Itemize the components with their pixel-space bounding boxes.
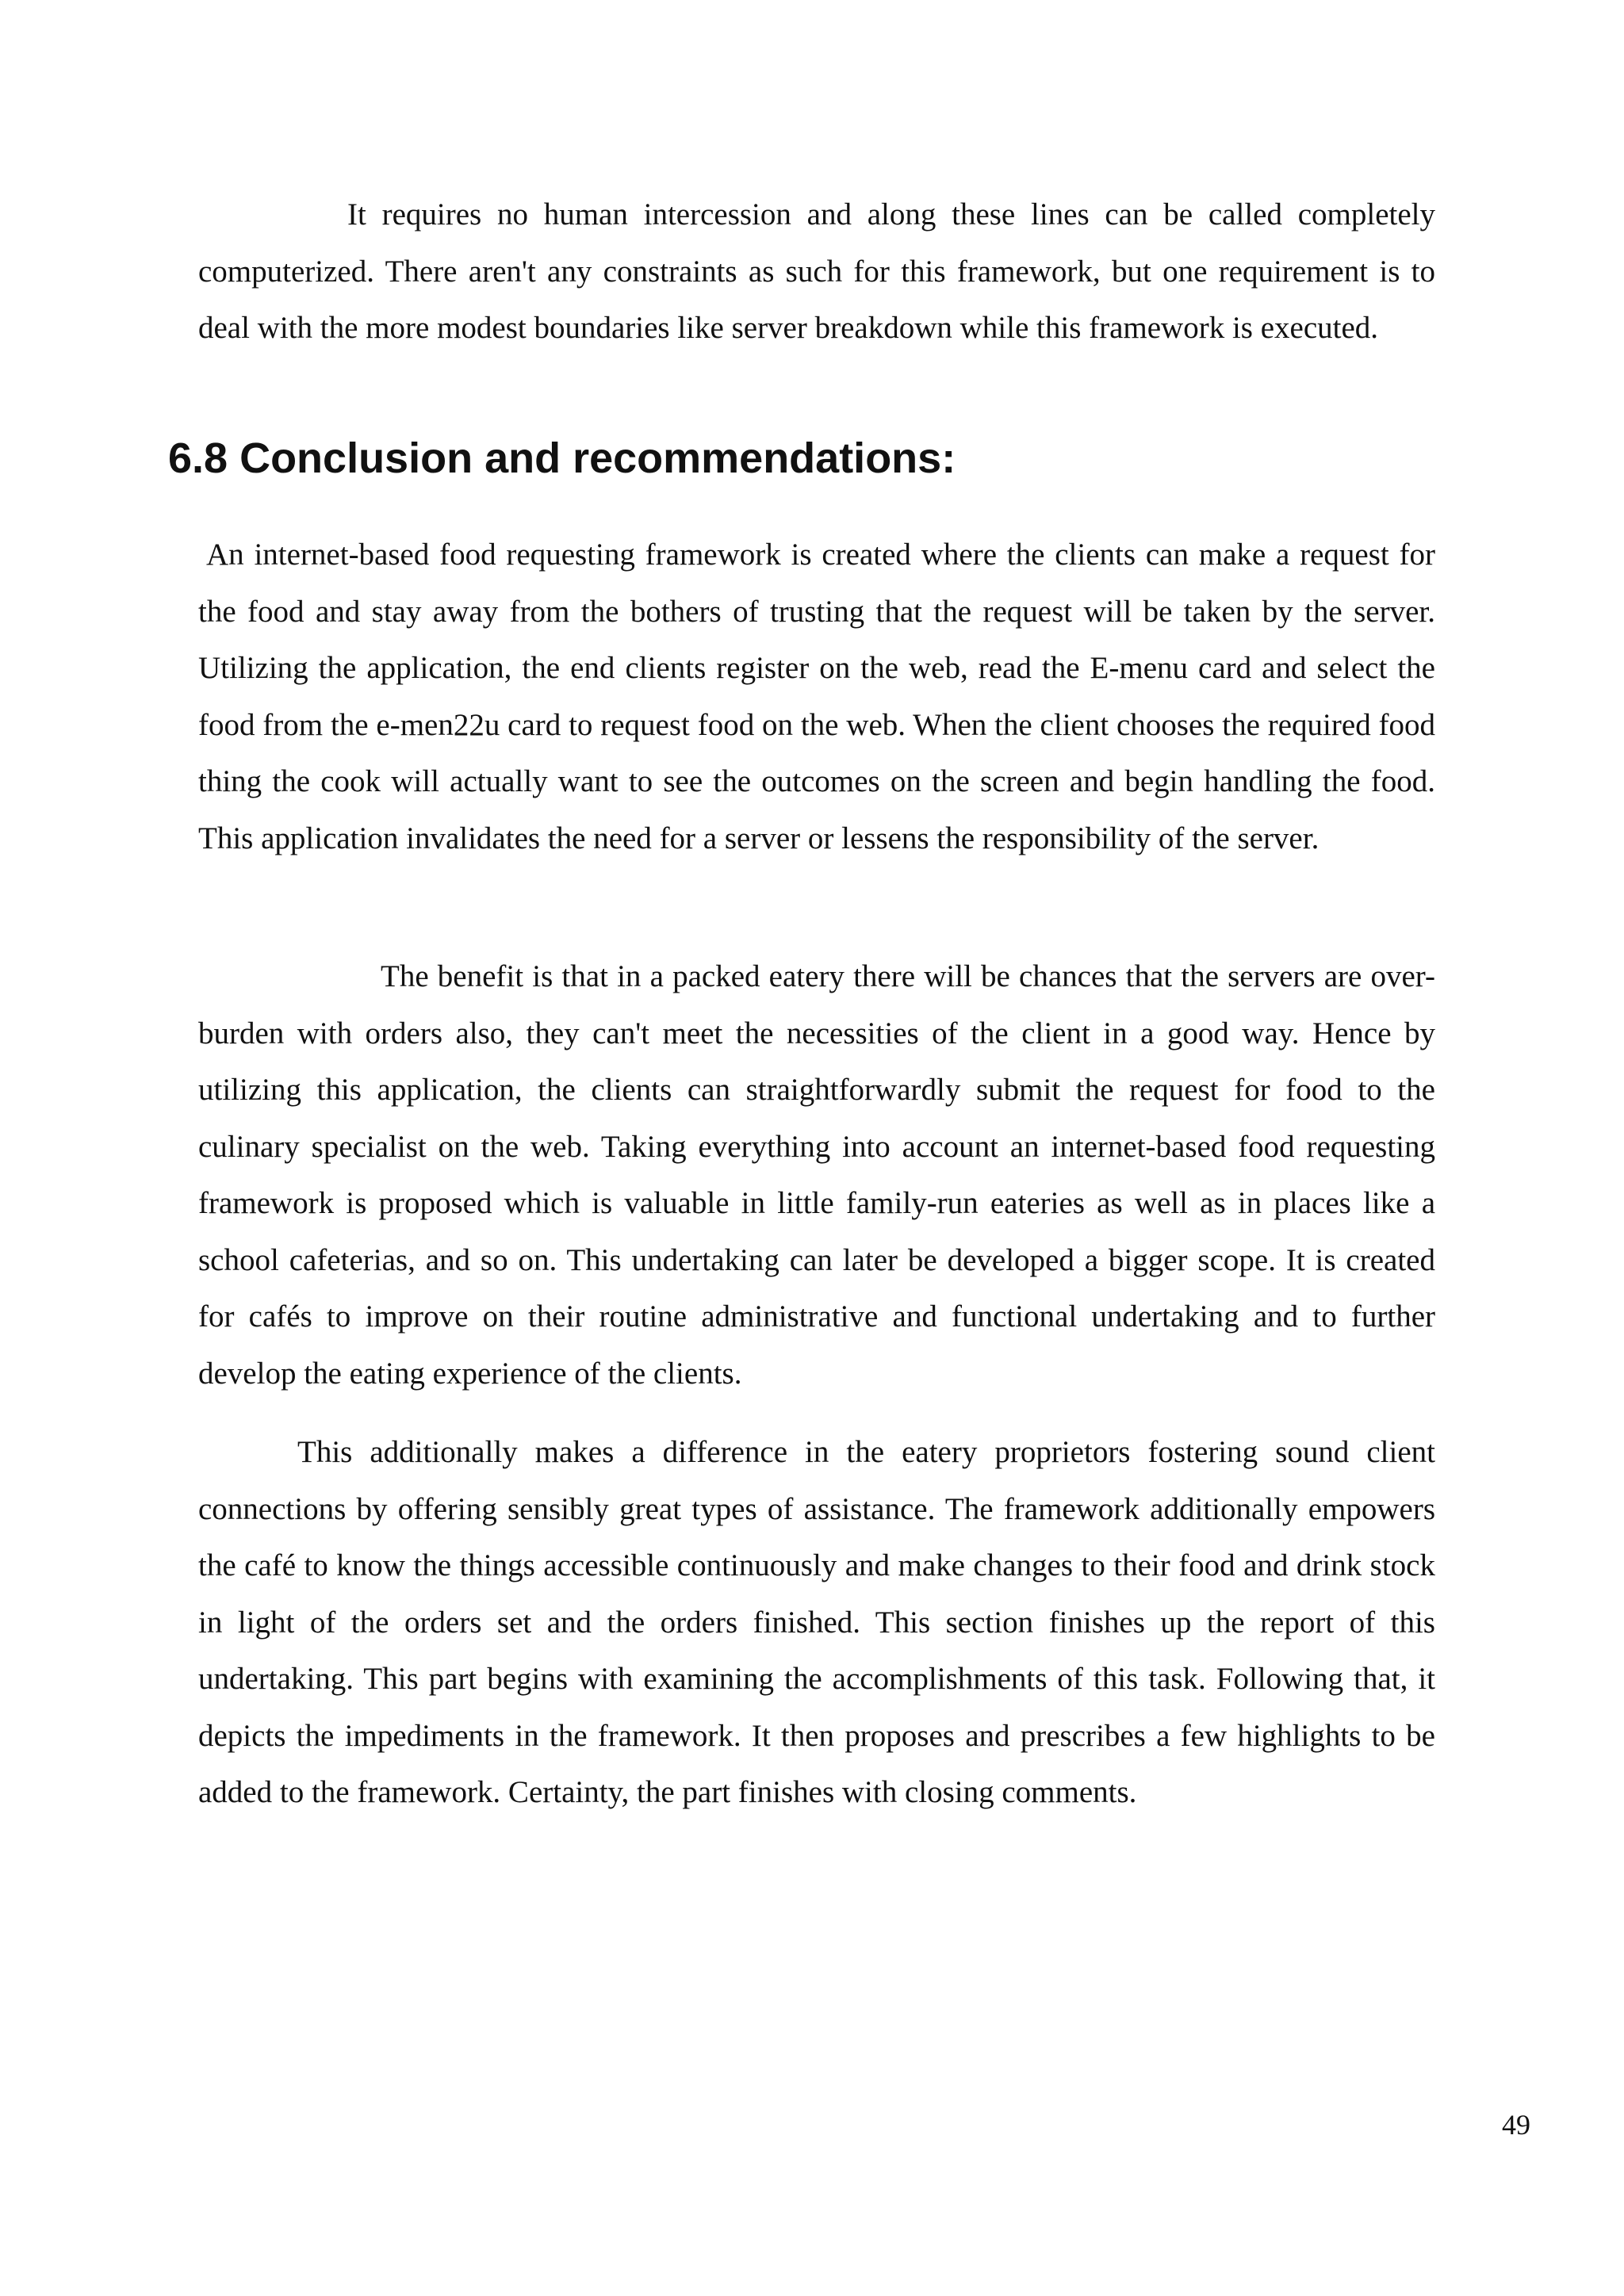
page-number: 49 (1502, 2109, 1530, 2141)
section-heading: 6.8 Conclusion and recommendations: (168, 434, 956, 482)
paragraph-conclusion-2: The benefit is that in a packed eatery there will be chances that the servers are over-burden with orders also, they can't meet the necessities of the client in a good way. Hence by utilizing this application, the clients can straightforwardly submit the request for food to the culinary specialist on the web. Taking everything into account an internet-based food requesting framework is proposed which is valuable in little family-run eateries as well as in places like a school cafeterias, and so on. This undertaking can later be developed a bigger scope. It is created for cafés to improve on their routine administrative and functional undertaking and to further develop the eating experience of the clients. (198, 959, 1435, 1391)
paragraph-conclusion-3: This additionally makes a difference in the eatery proprietors fostering sound client connections by offering sensibly great types of assistance. The framework additionally empowers the café to know the things accessible continuously and make changes to their food and drink stock in light of the orders set and the orders finished. This section finishes up the report of this undertaking. This part begins with examining the accomplishments of this task. Following that, it depicts the impediments in the framework. It then proposes and prescribes a few highlights to be added to the framework. Certainty, the part finishes with closing comments. (198, 1435, 1435, 1809)
paragraph-intro: It requires no human intercession and along these lines can be called completely computerized. There aren't any constraints as such for this framework, but one requirement is to deal with the more modest boundaries like server breakdown while this framework is executed. (198, 197, 1435, 345)
paragraph-conclusion-1: An internet-based food requesting framework is created where the clients can make a request for the food and stay away from the bothers of trusting that the request will be taken by the server. Utilizing the application, the end clients register on the web, read the E-menu card and select the food from the e-men22u card to request food on the web. When the client chooses the required food thing the cook will actually want to see the outcomes on the screen and begin handling the food. This application invalidates the need for a server or lessens the responsibility of the server. (198, 538, 1435, 855)
